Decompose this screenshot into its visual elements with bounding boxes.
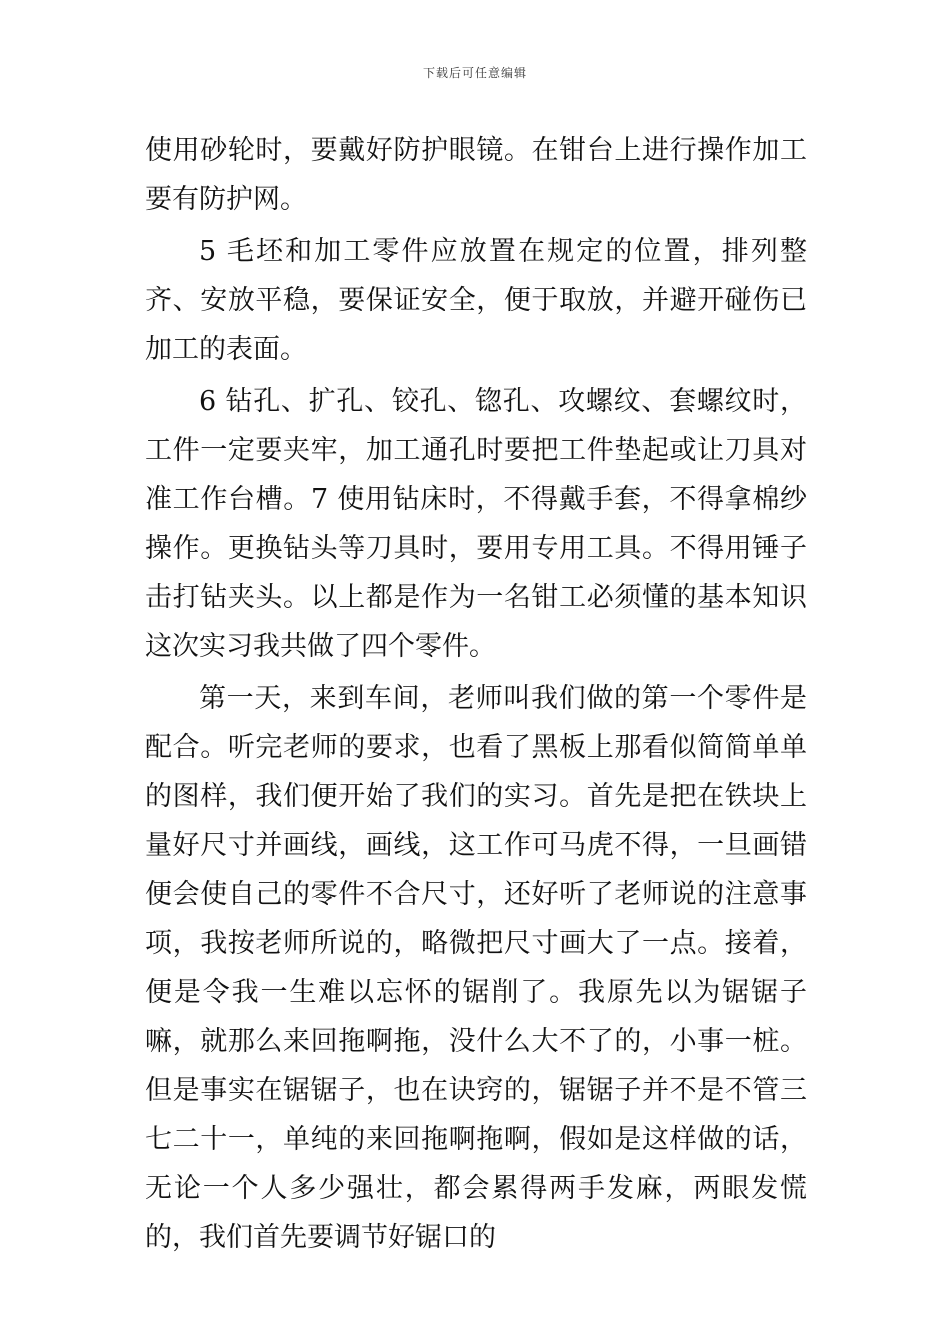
page-header: 下载后可任意编辑 bbox=[422, 66, 527, 80]
paragraph-2: 5 毛坯和加工零件应放置在规定的位置，排列整齐、安放平稳，要保证安全，便于取放，并避开碰伤已加工的表面。 bbox=[145, 236, 807, 365]
paragraph-3: 6 钻孔、扩孔、铰孔、锪孔、攻螺纹、套螺纹时，工件一定要夹牢，加工通孔时要把工件垫起或让刀具对准工作台槽。7 使用钻床时，不得戴手套，不得拿棉纱操作。更换钻头等刀具时，要用专用工具。不得用锤子击打钻夹头。以上都是作为一名钳工必须懂的基本知识 这次实习我共做了四个零件。 bbox=[145, 386, 807, 662]
paragraph-4: 第一天，来到车间，老师叫我们做的第一个零件是配合。听完老师的要求，也看了黑板上那看似简简单单的图样，我们便开始了我们的实习。首先是把在铁块上量好尺寸并画线，画线，这工作可马虎不得，一旦画错便会使自己的零件不合尺寸，还好听了老师说的注意事项，我按老师所说的，略微把尺寸画大了一点。接着，便是令我一生难以忘怀的锯削了。我原先以为锯锯子嘛，就那么来回拖啊拖，没什么大不了的，小事一桩。但是事实在锯锯子，也在诀窍的，锯锯子并不是不管三七二十一，单纯的来回拖啊拖啊，假如是这样做的话，无论一个人多少强壮，都会累得两手发麻，两眼发慌的，我们首先要调节好锯口的 bbox=[145, 683, 807, 1253]
paragraph-1: 使用砂轮时，要戴好防护眼镜。在钳台上进行操作加工要有防护网。 bbox=[145, 135, 807, 215]
document-body bbox=[145, 126, 807, 1265]
